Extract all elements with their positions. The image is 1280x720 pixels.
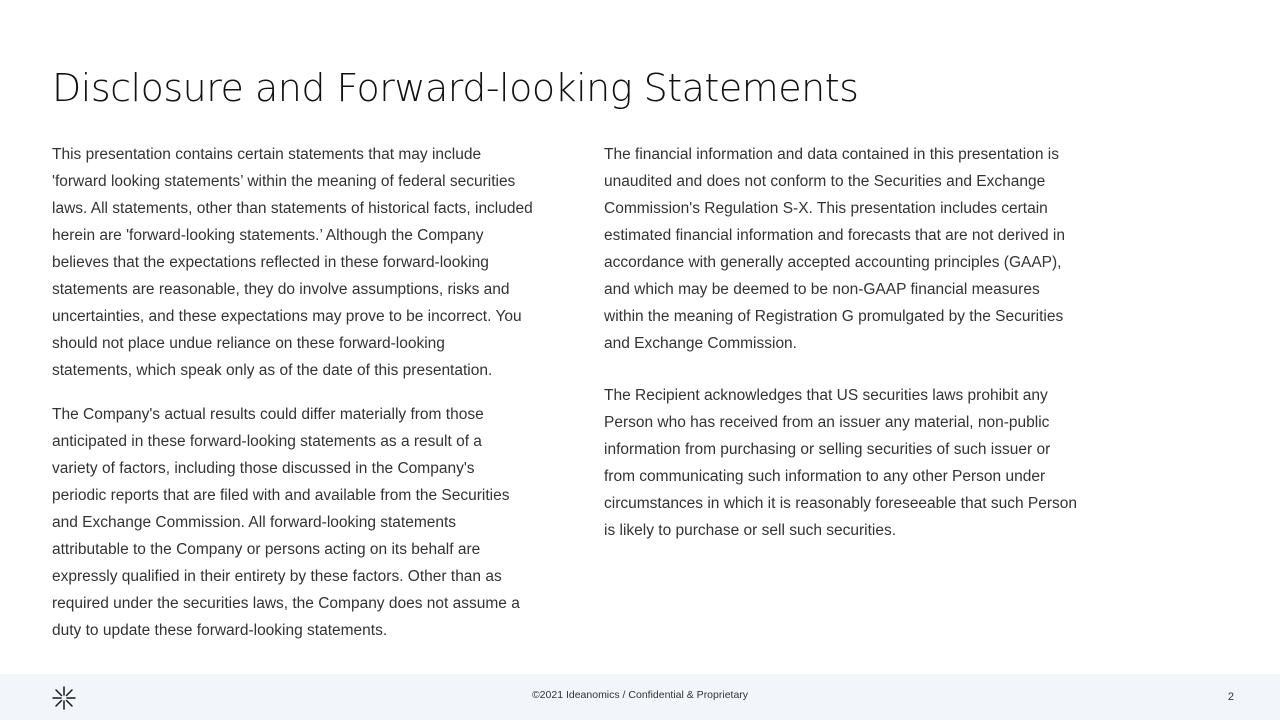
text-line: The financial information and data contained in this presentation is xyxy=(604,146,1059,163)
text-line: laws. All statements, other than statements of historical facts, included xyxy=(52,200,533,217)
page-title: Disclosure and Forward-looking Statements xyxy=(52,66,859,110)
text-line: believes that the expectations reflected in these forward-looking xyxy=(52,254,489,271)
text-line: This presentation contains certain statements that may include xyxy=(52,146,482,163)
text-line: and which may be deemed to be non-GAAP financial measures xyxy=(604,281,1040,298)
text-line: herein are 'forward-looking statements.’ Although the Company xyxy=(52,227,484,244)
left-paragraph-2 xyxy=(52,401,592,644)
footer-bar xyxy=(0,674,1280,720)
text-line: statements, which speak only as of the date of this presentation. xyxy=(52,362,493,379)
text-line: 'forward looking statements’ within the meaning of federal securities xyxy=(52,173,516,190)
left-column xyxy=(52,141,592,644)
text-line: uncertainties, and these expectations may prove to be incorrect. You xyxy=(52,308,522,325)
text-line: estimated financial information and forecasts that are not derived in xyxy=(604,227,1065,244)
paragraph-spacer xyxy=(604,357,1144,382)
text-line: anticipated in these forward-looking statements as a result of a xyxy=(52,433,482,450)
right-paragraph-2 xyxy=(604,382,1144,544)
paragraph-spacer xyxy=(52,384,592,401)
text-line: statements are reasonable, they do involve assumptions, risks and xyxy=(52,281,510,298)
text-line: and Exchange Commission. xyxy=(604,335,797,352)
text-line: circumstances in which it is reasonably foreseeable that such Person xyxy=(604,495,1077,512)
text-line: periodic reports that are filed with and available from the Securities xyxy=(52,487,510,504)
text-line: The Recipient acknowledges that US securities laws prohibit any xyxy=(604,387,1048,404)
text-line: Commission's Regulation S-X. This presentation includes certain xyxy=(604,200,1048,217)
text-line: and Exchange Commission. All forward-looking statements xyxy=(52,514,457,531)
text-line: attributable to the Company or persons acting on its behalf are xyxy=(52,541,481,558)
right-paragraph-1 xyxy=(604,141,1144,357)
text-line: duty to update these forward-looking statements. xyxy=(52,622,388,639)
text-line: information from purchasing or selling securities of such issuer or xyxy=(604,441,1051,458)
text-line: is likely to purchase or sell such securities. xyxy=(604,522,897,539)
text-line: from communicating such information to any other Person under xyxy=(604,468,1046,485)
text-line: variety of factors, including those discussed in the Company's xyxy=(52,460,475,477)
text-line: The Company's actual results could differ materially from those xyxy=(52,406,484,423)
text-line: within the meaning of Registration G promulgated by the Securities xyxy=(604,308,1064,325)
right-column xyxy=(604,141,1144,544)
text-line: Person who has received from an issuer any material, non-public xyxy=(604,414,1050,431)
text-line: accordance with generally accepted accounting principles (GAAP), xyxy=(604,254,1062,271)
text-line: expressly qualified in their entirety by these factors. Other than as xyxy=(52,568,502,585)
left-paragraph-1 xyxy=(52,141,592,384)
text-line: unaudited and does not conform to the Securities and Exchange xyxy=(604,173,1046,190)
page-number: 2 xyxy=(1227,691,1234,703)
footer-copyright: ©2021 Ideanomics / Confidential & Proprietary xyxy=(531,689,749,701)
text-line: required under the securities laws, the Company does not assume a xyxy=(52,595,520,612)
text-line: should not place undue reliance on these forward-looking xyxy=(52,335,445,352)
